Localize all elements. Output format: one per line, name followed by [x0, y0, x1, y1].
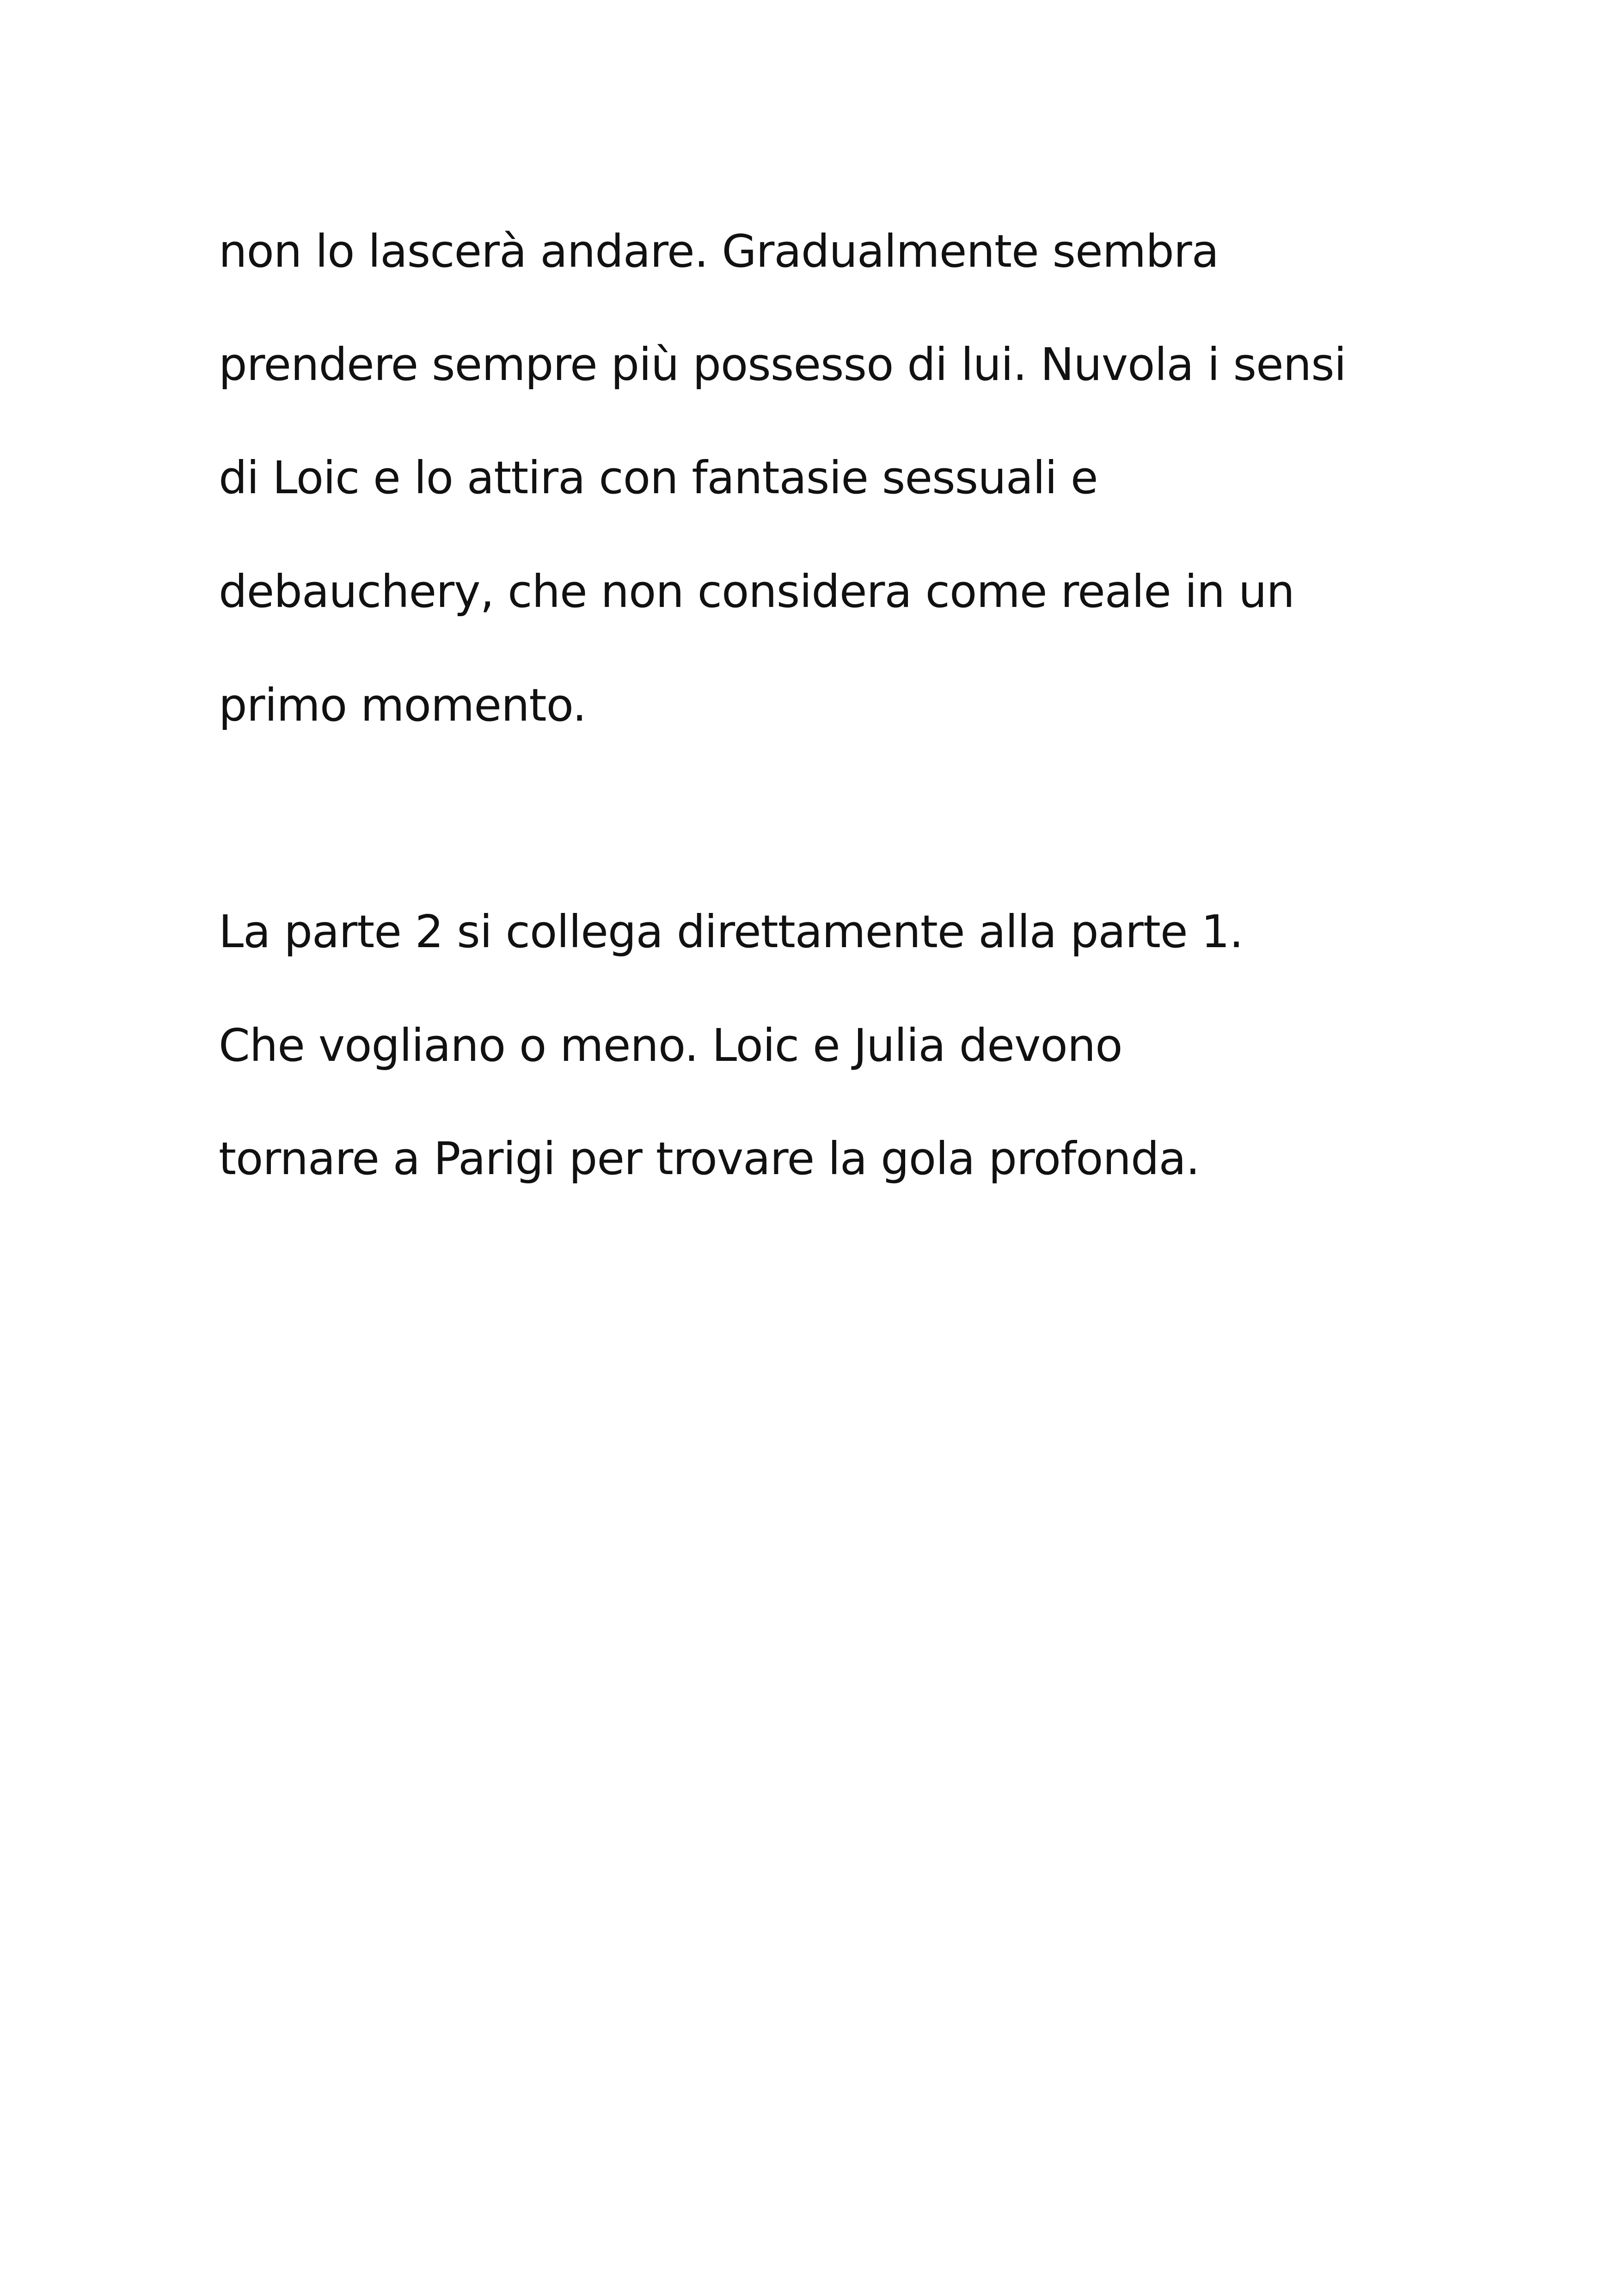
text-line: non lo lascerà andare. Gradualmente sembra	[219, 225, 1219, 277]
text-line: di Loic e lo attira con fantasie sessuali e	[219, 452, 1098, 504]
text-line: primo momento.	[219, 679, 587, 731]
text-line: debauchery, che non considera come reale in un	[219, 565, 1294, 618]
text-line: tornare a Parigi per trovare la gola profonda.	[219, 1133, 1200, 1185]
text-line: La parte 2 si collega direttamente alla parte 1.	[219, 906, 1243, 958]
text-line: Che vogliano o meno. Loic e Julia devono	[219, 1019, 1122, 1071]
text-line: prendere sempre più possesso di lui. Nuvola i sensi	[219, 338, 1346, 391]
